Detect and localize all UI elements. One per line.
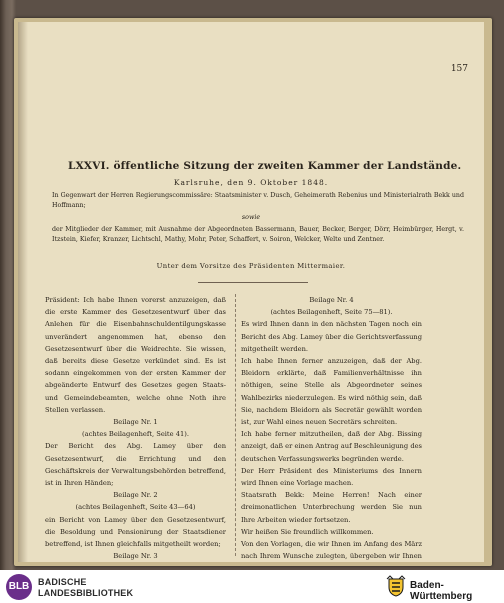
chair-line: Unter dem Vorsitze des Präsidenten Mittermaier. xyxy=(156,262,346,270)
document-page xyxy=(18,22,484,562)
column-paragraph: ein Bericht von Lamey über den Gesetzesentwurf, die Besoldung und Pensionirung der Staatsdiener betreffend, ist Ihnen gleichfalls mitgetheilt worden; xyxy=(45,515,226,549)
column-paragraph: Präsident: Ich habe Ihnen vorerst anzuzeigen, daß die erste Kammer des Gesetzesentwurf über das Anlehen für die Eisenbahnschuldentilgungskasse unverändert angenommen hat, ebenso den Gesetzesentwurf über die Weidrechte. Sie wissen, daß bereits diese Gesetze verkündet sind. Es ist sodann eingekommen von der ersten Kammer der abgeänderte Entwurf des Gesetzes gegen Staats- und Gemeindebeamten, welche ohne Noth ihre Stellen verlassen. xyxy=(45,296,226,414)
column-caption: (achtes Beilagenheft, Seite 43—64) xyxy=(75,503,196,512)
commissioners-paragraph: In Gegenwart der Herren Regierungscommissäre: Staatsminister v. Dusch, Geheimerath Rebenius und Ministerialrath Bekk und Hoffmann; xyxy=(52,192,464,209)
viewer-footer xyxy=(0,570,504,603)
column-caption: Beilage Nr. 2 xyxy=(113,491,158,500)
column-caption: (achtes Beilagenheft, Seite 41). xyxy=(82,430,189,439)
right-column xyxy=(241,294,422,562)
library-name-line2[interactable]: LANDESBIBLIOTHEK xyxy=(38,588,134,598)
column-paragraph: Der Herr Präsident des Ministeriums des Innern wird Ihnen eine Vorlage machen. xyxy=(241,466,422,488)
column-paragraph: Wir heißen Sie freundlich willkommen. xyxy=(241,527,374,536)
library-name-line1[interactable]: BADISCHE xyxy=(38,577,87,587)
column-paragraph: Es wird Ihnen dann in den nächsten Tagen noch ein Bericht des Abg. Lamey über die Gerichtsverfassung mitgetheilt werden. xyxy=(241,320,422,353)
column-divider xyxy=(235,294,236,556)
column-paragraph: Der Bericht des Abg. Lamey über den Gesetzesentwurf, die Errichtung und den Geschäftskreis der Verwaltungsbehörden betreffend, ist in Ihren Händen; xyxy=(45,442,226,488)
members-paragraph: der Mitglieder der Kammer, mit Ausnahme der Abgeordneten Bassermann, Bauer, Becker, Berger, Dörr, Heimbürger, Hergt, v. Itzstein, Kiefer, Kranzer, Lichtschl, Mathy, Mohr, Peter, Schaffert, v. Soiron, Welcker, Welte und Zentner. xyxy=(52,226,464,243)
column-caption: Beilage Nr. 1 xyxy=(113,418,158,427)
state-name[interactable]: Baden-Württemberg xyxy=(410,580,473,602)
sowie-line: sowie xyxy=(241,214,261,221)
column-paragraph: Ich habe ferner mitzutheilen, daß der Abg. Bissing anzeigt, daß er einen Antrag auf Beschleunigung des deutschen Verfassungswerks begründen werde. xyxy=(241,430,422,463)
column-paragraph: Ich habe Ihnen ferner anzuzeigen, daß der Abg. Bleidorn erklärte, daß Familienverhältnisse ihn nöthigen, seine Stelle als Abgeordneter seines Wahlbezirks niederzulegen. Es wird nöthig sein, daß Sie, nachdem Bleidorn als Secretär gewählt worden ist, zur Wahl eines neuen Secretärs schreiten. xyxy=(241,357,422,427)
column-caption: Beilage Nr. 3 xyxy=(113,552,158,561)
page-number: 157 xyxy=(450,64,468,74)
column-paragraph: Staatsrath Bekk: Meine Herren! Nach einer dreimonatlichen Unterbrechung werden Sie nun Ihre Arbeiten wieder fortsetzen. xyxy=(241,491,422,524)
coat-of-arms-icon[interactable] xyxy=(386,575,406,597)
place-date: Karlsruhe, den 9. Oktober 1848. xyxy=(173,178,329,187)
column-paragraph: Von den Vorlagen, die wir Ihnen im Anfang des März nach Ihrem Wunsche zulegten, übergeben wir Ihnen xyxy=(241,540,422,561)
blb-logo-icon[interactable]: BLB xyxy=(6,574,32,600)
column-caption: Beilage Nr. 4 xyxy=(309,296,354,304)
left-column xyxy=(45,294,226,562)
separator-rule xyxy=(198,282,308,283)
column-caption: (achtes Beilagenheft, Seite 75—81). xyxy=(270,308,393,317)
session-heading: LXXVI. öffentliche Sitzung der zweiten Kammer der Landstände. xyxy=(68,160,462,172)
